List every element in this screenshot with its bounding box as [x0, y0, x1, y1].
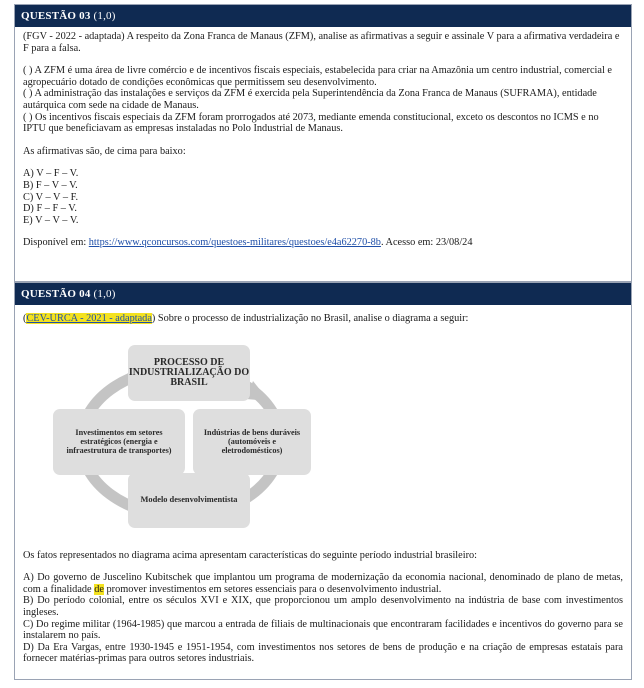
question-04-option-a-highlight: de [94, 583, 104, 595]
question-04-points: (1,0) [93, 288, 116, 300]
diagram-node-left: Investimentos em setores estratégicos (energia e infraestrutura de transportes) [53, 409, 185, 475]
question-03-option-e[interactable]: E) V – V – V. [23, 214, 79, 226]
question-04-option-a-text-1: A) Do governo de Juscelino Kubitschek que implantou um programa de modernização da economia nacional, denominado de plano de metas, com a finalidade [23, 572, 623, 595]
question-04-paren: ( [23, 313, 27, 324]
diagram-node-bottom: Modelo desenvolvimentista [128, 473, 250, 528]
question-03-option-d[interactable]: D) F – F – V. [23, 203, 77, 215]
question-04-box [14, 282, 632, 680]
question-03-option-a[interactable]: A) V – F – V. [23, 168, 79, 180]
industrialization-diagram [43, 339, 313, 544]
question-03-prompt: As afirmativas são, de cima para baixo: [23, 145, 186, 157]
question-03-header [15, 5, 631, 27]
question-03-points: (1,0) [93, 10, 116, 22]
question-04-prompt: Os fatos representados no diagrama acima apresentam características do seguinte período industrial brasileiro: [23, 549, 478, 561]
question-03-source [23, 237, 623, 249]
question-04-option-d[interactable]: D) Da Era Vargas, entre 1930-1945 e 1951-1954, com investimentos nos setores de bens de produção e na criação de empresas estatais para fornecer matérias-primas para outros setores industriais. [23, 641, 623, 665]
question-03-item-3: ( ) Os incentivos fiscais especiais da ZFM foram prorrogados até 2073, mediante emenda constitucional, exceto os descontos no ICMS e no IPTU que beneficiavam as empresas instaladas no Polo Industrial de Manaus. [23, 111, 599, 135]
question-04-source-tag[interactable]: CEV-URCA - 2021 - adaptada [26, 313, 152, 324]
diagram-node-right: Indústrias de bens duráveis (automóveis e eletrodomésticos) [193, 409, 311, 475]
question-03-statement: (FGV - 2022 - adaptada) A respeito da Zona Franca de Manaus (ZFM), analise as afirmativas a seguir e assinale V para a afirmativa verdadeira e F para a falsa. [23, 31, 620, 54]
question-03-option-b[interactable]: B) F – V – V. [23, 179, 78, 191]
question-03-item-1: ( ) A ZFM é uma área de livre comércio e de incentivos fiscais especiais, estabelecida para criar na Amazônia um centro industrial, comercial e agropecuário dotado de condições econômicas que permitissem seu desenvolvimento. [23, 65, 612, 88]
question-04-header [15, 283, 631, 305]
question-03-title: QUESTÃO 03 [21, 10, 91, 22]
question-04-option-a-text-2: promover investimentos em setores essenciais para o desenvolvimento industrial. [103, 583, 442, 595]
question-03-item-2: ( ) A administração das instalações e serviços da ZFM é exercida pela Superintendência da Zona Franca de Manaus (SUFRAMA), entidade autárquica com sede na cidade de Manaus. [23, 88, 597, 111]
question-04-option-c[interactable]: C) Do regime militar (1964-1985) que marcou a entrada de filiais de multinacionais que encontraram facilidades e incentivos do governo para se instalarem no país. [23, 618, 623, 642]
question-04-option-b[interactable]: B) Do período colonial, entre os séculos XVI e XIX, que proporcionou um amplo desenvolvimento na indústria de base com investimentos ingleses. [23, 595, 623, 618]
question-03-source-link[interactable]: https://www.qconcursos.com/questoes-militares/questoes/e4a62270-8b [88, 237, 381, 249]
question-04-body [15, 305, 631, 665]
question-04-statement-line [23, 313, 623, 325]
question-03-source-suffix: . Acesso em: 23/08/24 [380, 237, 473, 249]
question-03-option-c[interactable]: C) V – V – F. [23, 191, 79, 203]
diagram-node-top: PROCESSO DE INDUSTRIALIZAÇÃO DO BRASIL [128, 345, 250, 401]
question-04-option-a[interactable] [23, 572, 623, 595]
question-03-source-prefix: Disponível em: [23, 237, 89, 249]
question-04-statement: ) Sobre o processo de industrialização no Brasil, analise o diagrama a seguir: [151, 313, 469, 324]
question-03-body [15, 27, 631, 249]
question-03-box [14, 4, 632, 282]
question-04-title: QUESTÃO 04 [21, 288, 91, 300]
